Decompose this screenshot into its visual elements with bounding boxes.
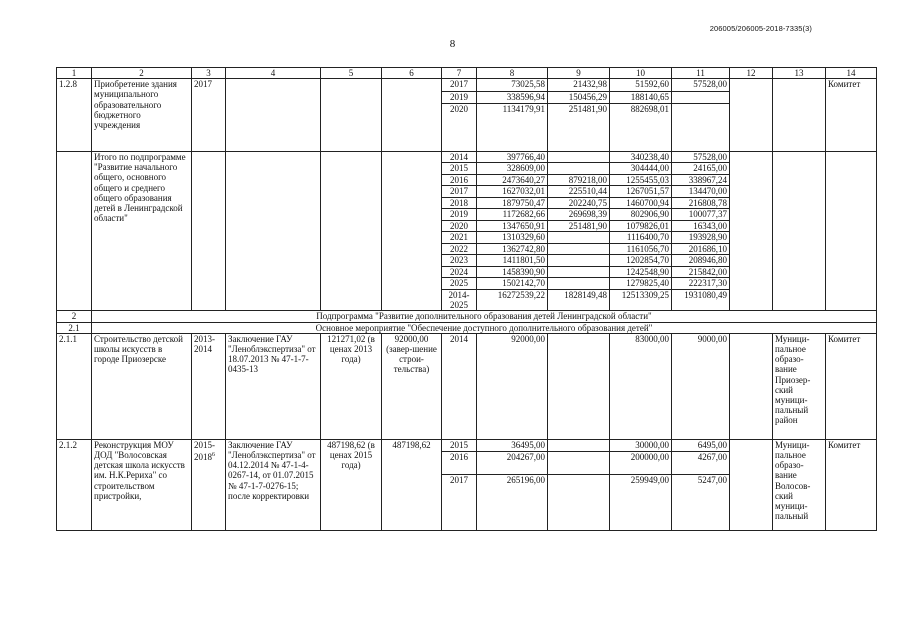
year-cell: 2020 xyxy=(442,103,477,151)
value-cell: 304444,00 xyxy=(610,163,672,175)
value-cell: 12513309,25 xyxy=(610,289,672,310)
value-cell: 1879750,47 xyxy=(477,197,548,209)
year-cell: 2021 xyxy=(442,232,477,244)
table-row xyxy=(57,333,877,439)
value-cell xyxy=(548,474,610,530)
value-cell: 251481,90 xyxy=(548,220,610,232)
value-cell: 92000,00 xyxy=(477,333,548,439)
value-cell xyxy=(548,163,610,175)
value-cell: 1347650,91 xyxy=(477,220,548,232)
value-cell: 1161056,70 xyxy=(610,243,672,255)
section-number: 2 xyxy=(57,311,92,322)
cell xyxy=(773,79,826,152)
column-number: 3 xyxy=(192,68,226,79)
section-title: Основное мероприятие "Обеспечение доступного дополнительного образования детей" xyxy=(92,322,877,333)
year-cell: 2016 xyxy=(442,451,477,474)
value-cell: 5247,00 xyxy=(672,474,730,530)
cell xyxy=(730,79,773,152)
value-cell: 201686,10 xyxy=(672,243,730,255)
cell xyxy=(192,151,226,310)
value-cell: 397766,40 xyxy=(477,151,548,163)
value-cell: 4267,00 xyxy=(672,451,730,474)
value-cell xyxy=(548,439,610,451)
cell xyxy=(321,151,382,310)
year-cell: 2018 xyxy=(442,197,477,209)
value-cell: 1828149,48 xyxy=(548,289,610,310)
expertise-cell: Заключение ГАУ "Леноблэкспертиза" от 18.07.2013 № 47-1-7-0435-13 xyxy=(226,333,321,439)
value-cell: 1116400,70 xyxy=(610,232,672,244)
value-cell: 340238,40 xyxy=(610,151,672,163)
value-cell: 208946,80 xyxy=(672,255,730,267)
item-period: 2017 xyxy=(192,79,226,152)
year-cell: 2019 xyxy=(442,91,477,103)
value-cell: 6495,00 xyxy=(672,439,730,451)
value-cell: 51592,60 xyxy=(610,79,672,91)
value-cell: 30000,00 xyxy=(610,439,672,451)
year-range-end: 2025 xyxy=(450,300,468,311)
column-number: 8 xyxy=(477,68,548,79)
cell xyxy=(382,79,442,152)
value-cell xyxy=(548,266,610,278)
value-cell: 204267,00 xyxy=(477,451,548,474)
value-cell: 882698,01 xyxy=(610,103,672,151)
value-cell: 222317,30 xyxy=(672,278,730,290)
value-cell: 251481,90 xyxy=(548,103,610,151)
year-range-start: 2014- xyxy=(448,289,470,300)
year-cell: 2017 xyxy=(442,474,477,530)
cell xyxy=(226,79,321,152)
column-number-row xyxy=(57,68,877,79)
value-cell: 338967,24 xyxy=(672,174,730,186)
value-cell: 134470,00 xyxy=(672,186,730,198)
municipality-cell: Муници-пальное образо-вание Волосов-ский муници-пальный xyxy=(773,439,826,530)
year-cell: 2015 xyxy=(442,439,477,451)
cell xyxy=(730,151,773,310)
row-number: 2.1.1 xyxy=(57,333,92,439)
value-cell: 200000,00 xyxy=(610,451,672,474)
value-cell: 328609,00 xyxy=(477,163,548,175)
program-table xyxy=(56,67,877,531)
column-number: 14 xyxy=(826,68,877,79)
value-cell: 1255455,03 xyxy=(610,174,672,186)
section-row xyxy=(57,311,877,322)
value-cell xyxy=(548,151,610,163)
value-cell xyxy=(548,333,610,439)
value-cell: 1242548,90 xyxy=(610,266,672,278)
year-cell: 2014 xyxy=(442,151,477,163)
cell xyxy=(382,151,442,310)
value-cell: 225510,44 xyxy=(548,186,610,198)
row-number: 1.2.8 xyxy=(57,79,92,152)
table-row xyxy=(57,439,877,451)
year-cell: 2017 xyxy=(442,79,477,91)
value-cell: 16272539,22 xyxy=(477,289,548,310)
cell xyxy=(57,151,92,310)
value-cell: 259949,00 xyxy=(610,474,672,530)
year-cell: 2016 xyxy=(442,174,477,186)
column-number: 11 xyxy=(672,68,730,79)
year-cell: 2023 xyxy=(442,255,477,267)
value-cell: 24165,00 xyxy=(672,163,730,175)
value-cell xyxy=(548,232,610,244)
cell xyxy=(773,151,826,310)
year-range-cell xyxy=(442,289,477,310)
expertise-cell: Заключение ГАУ "Леноблэкспертиза" от 04.12.2014 № 47-1-4-0267-14, от 01.07.2015 № 47-1-7-0276-15; после корректировки xyxy=(226,439,321,530)
value-cell: 36495,00 xyxy=(477,439,548,451)
year-cell: 2022 xyxy=(442,243,477,255)
value-cell: 83000,00 xyxy=(610,333,672,439)
value-cell: 265196,00 xyxy=(477,474,548,530)
value-cell: 57528,00 xyxy=(672,151,730,163)
value-cell: 1931080,49 xyxy=(672,289,730,310)
responsible-cell: Комитет xyxy=(826,79,877,152)
row-number: 2.1.2 xyxy=(57,439,92,530)
value-cell: 1458390,90 xyxy=(477,266,548,278)
value-cell: 9000,00 xyxy=(672,333,730,439)
value-cell: 1460700,94 xyxy=(610,197,672,209)
value-cell: 1310329,60 xyxy=(477,232,548,244)
section-row xyxy=(57,322,877,333)
cost-cell: 121271,02 (в ценах 2013 года) xyxy=(321,333,382,439)
column-number: 1 xyxy=(57,68,92,79)
value-cell: 1279825,40 xyxy=(610,278,672,290)
section-number: 2.1 xyxy=(57,322,92,333)
value-cell: 215842,00 xyxy=(672,266,730,278)
value-cell: 100077,37 xyxy=(672,209,730,221)
municipality-cell: Муници-пальное образо-вание Приозер-ский муници-пальный район xyxy=(773,333,826,439)
responsible-cell: Комитет xyxy=(826,333,877,439)
year-cell: 2017 xyxy=(442,186,477,198)
cell xyxy=(730,439,773,530)
value-cell: 73025,58 xyxy=(477,79,548,91)
value-cell xyxy=(548,243,610,255)
column-number: 7 xyxy=(442,68,477,79)
document-id: 206005/206005-2018-7335(3) xyxy=(709,24,812,33)
item-name: Реконструкция МОУ ДОД "Волосовская детская школа искусств им. Н.К.Рериха" со строительством пристройки, xyxy=(92,439,192,530)
value-cell: 802906,90 xyxy=(610,209,672,221)
year-cell: 2015 xyxy=(442,163,477,175)
responsible-cell: Комитет xyxy=(826,439,877,530)
value-cell: 1079826,01 xyxy=(610,220,672,232)
cost-cell: 487198,62 (в ценах 2015 года) xyxy=(321,439,382,530)
column-number: 12 xyxy=(730,68,773,79)
value-cell: 1502142,70 xyxy=(477,278,548,290)
value-cell: 1172682,66 xyxy=(477,209,548,221)
year-cell: 2019 xyxy=(442,209,477,221)
item-name: Приобретение здания муниципального образовательного бюджетного учреждения xyxy=(92,79,192,152)
value-cell: 21432,98 xyxy=(548,79,610,91)
column-number: 2 xyxy=(92,68,192,79)
value-cell: 1202854,70 xyxy=(610,255,672,267)
program-table-sheet xyxy=(56,67,861,531)
column-number: 5 xyxy=(321,68,382,79)
table-row xyxy=(57,151,877,163)
cell xyxy=(730,333,773,439)
value-cell xyxy=(548,451,610,474)
value-cell: 2473640,27 xyxy=(477,174,548,186)
value-cell xyxy=(672,103,730,151)
value-cell: 1267051,57 xyxy=(610,186,672,198)
year-cell: 2020 xyxy=(442,220,477,232)
year-cell: 2025 xyxy=(442,278,477,290)
section-title: Подпрограмма "Развитие дополнительного образования детей Ленинградской области" xyxy=(92,311,877,322)
value-cell: 216808,78 xyxy=(672,197,730,209)
page-number: 8 xyxy=(449,38,456,50)
total-name: Итого по подпрограмме "Развитие начального общего, основного общего и среднего общего образования детей в Ленинградской области" xyxy=(92,151,192,310)
value-cell: 193928,90 xyxy=(672,232,730,244)
cell: 487198,62 xyxy=(382,439,442,530)
column-number: 13 xyxy=(773,68,826,79)
value-cell: 188140,65 xyxy=(610,91,672,103)
value-cell: 16343,00 xyxy=(672,220,730,232)
value-cell xyxy=(548,278,610,290)
column-number: 4 xyxy=(226,68,321,79)
item-period xyxy=(192,439,226,530)
footnote-mark: 6 xyxy=(212,452,215,458)
cell: 92000,00 (завер-шение строи-тельства) xyxy=(382,333,442,439)
item-name: Строительство детской школы искусств в городе Приозерске xyxy=(92,333,192,439)
value-cell: 1362742,80 xyxy=(477,243,548,255)
cell xyxy=(826,151,877,310)
column-number: 9 xyxy=(548,68,610,79)
year-cell: 2014 xyxy=(442,333,477,439)
table-row xyxy=(57,79,877,91)
value-cell: 269698,39 xyxy=(548,209,610,221)
value-cell: 338596,94 xyxy=(477,91,548,103)
value-cell: 202240,75 xyxy=(548,197,610,209)
value-cell xyxy=(548,255,610,267)
period-text: 2015-2018 xyxy=(194,439,215,462)
item-period: 2013-2014 xyxy=(192,333,226,439)
year-cell: 2024 xyxy=(442,266,477,278)
value-cell xyxy=(672,91,730,103)
value-cell: 1134179,91 xyxy=(477,103,548,151)
cell xyxy=(226,151,321,310)
value-cell: 1627032,01 xyxy=(477,186,548,198)
column-number: 6 xyxy=(382,68,442,79)
value-cell: 1411801,50 xyxy=(477,255,548,267)
cell xyxy=(321,79,382,152)
value-cell: 150456,29 xyxy=(548,91,610,103)
value-cell: 879218,00 xyxy=(548,174,610,186)
column-number: 10 xyxy=(610,68,672,79)
value-cell: 57528,00 xyxy=(672,79,730,91)
